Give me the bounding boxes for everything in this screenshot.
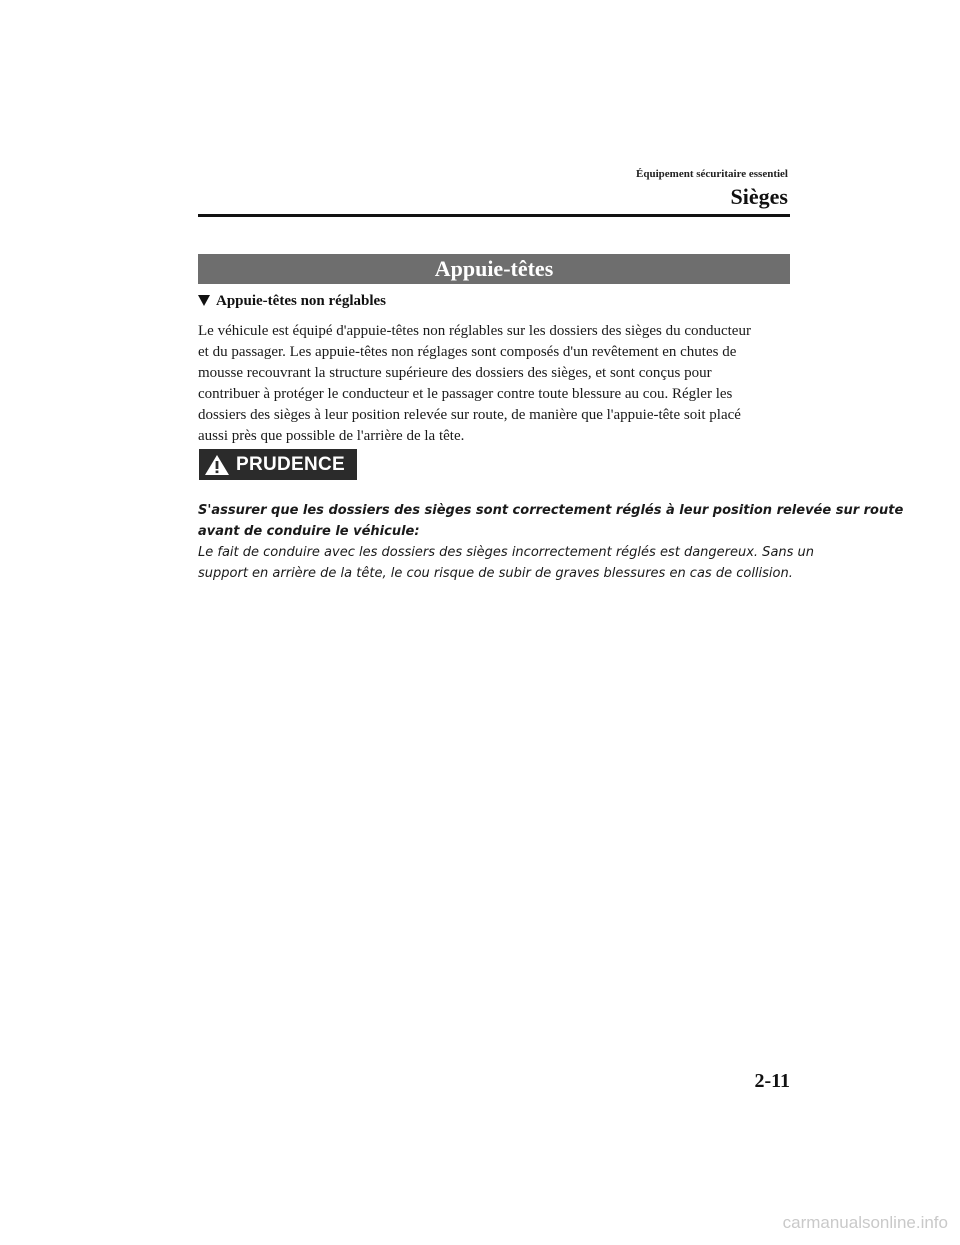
caution-badge	[199, 449, 357, 480]
body-line: et du passager. Les appuie-têtes non réglages sont composés d'un revêtement en chutes de	[198, 344, 737, 360]
caution-line: Le fait de conduire avec les dossiers des sièges incorrectement réglés est dangereux. Sans un	[198, 545, 815, 560]
triangle-down-icon	[198, 295, 210, 306]
caution-label: PRUDENCE	[236, 454, 346, 475]
watermark: carmanualsonline.info	[782, 1213, 948, 1232]
caution-line: support en arrière de la tête, le cou risque de subir de graves blessures en cas de collision.	[198, 566, 793, 581]
caution-bold-line: avant de conduire le véhicule:	[198, 524, 420, 539]
body-line: dossiers des sièges à leur position relevée sur route, de manière que l'appuie-tête soit placé	[198, 407, 741, 423]
chapter-title: Équipement sécuritaire essentiel	[636, 168, 788, 180]
body-line: contribuer à protéger le conducteur et le passager contre toute blessure au cou. Régler les	[198, 386, 733, 402]
body-paragraph	[198, 321, 792, 447]
caution-text	[198, 500, 904, 584]
page-section-title: Sièges	[730, 184, 788, 209]
warning-triangle-icon	[204, 454, 230, 476]
section-heading: Appuie-têtes	[198, 254, 790, 284]
subsection-heading	[198, 293, 386, 310]
body-line: Le véhicule est équipé d'appuie-têtes non réglables sur les dossiers des sièges du conducteur	[198, 323, 751, 339]
header-divider	[198, 214, 790, 217]
body-line: aussi près que possible de l'arrière de la tête.	[198, 428, 465, 444]
caution-bold-line: S'assurer que les dossiers des sièges sont correctement réglés à leur position relevée sur route	[198, 503, 904, 518]
page-number: 2-11	[754, 1070, 790, 1092]
body-line: mousse recouvrant la structure supérieure des dossiers des sièges, et sont conçus pour	[198, 365, 712, 381]
subsection-heading-text: Appuie-têtes non réglables	[216, 293, 386, 309]
